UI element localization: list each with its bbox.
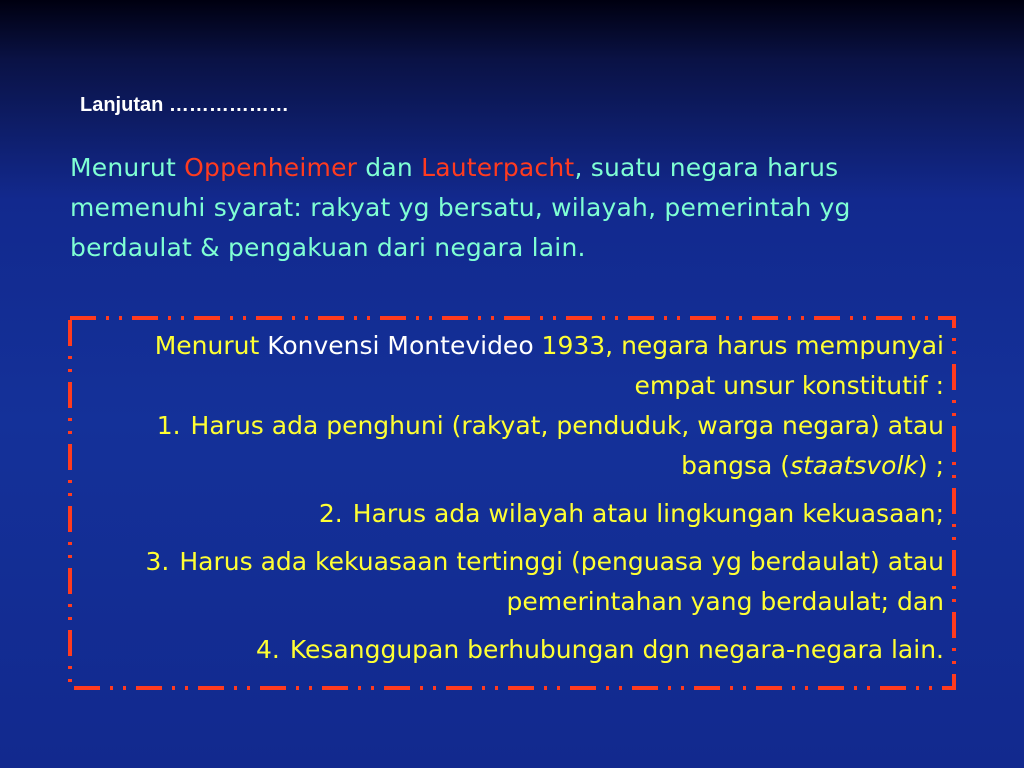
lead-convention-name: Konvensi Montevideo [267,331,534,360]
item-number: 3. [145,547,170,576]
item-text: Harus ada wilayah atau lingkungan kekuasaan; [352,499,944,528]
montevideo-lead [88,326,944,406]
item-text: Kesanggupan berhubungan dgn negara-negara lain. [289,635,944,664]
montevideo-box [68,316,956,690]
name-lauterpacht: Lauterpacht [421,153,575,182]
item-emphasis: staatsvolk [790,451,918,480]
item-text: Harus ada penghuni (rakyat, penduduk, warga negara) atau bangsa ( [190,411,944,480]
item-text: Harus ada kekuasaan tertinggi (penguasa yg berdaulat) atau pemerintahan yang berdaulat; dan [179,547,944,616]
slide-subtitle: Lanjutan ……………… [80,94,289,116]
item-number: 4. [256,635,280,664]
lead-suffix: 1933, negara harus mempunyai empat unsur konstitutif : [533,331,944,400]
list-item-3 [88,542,944,622]
item-text-end: ) ; [917,451,944,480]
intro-paragraph [70,148,970,268]
lead-prefix: Menurut [154,331,268,360]
box-content [88,326,944,670]
name-oppenheimer: Oppenheimer [184,153,358,182]
list-item-4 [88,630,944,670]
item-number: 2. [318,499,343,528]
intro-text-2: dan [357,153,422,182]
intro-text-1: Menurut [70,153,185,182]
list-item-2 [88,494,944,534]
item-number: 1. [156,411,181,440]
intro-text-3: , suatu negara harus memenuhi syarat: rakyat yg bersatu, wilayah, pemerintah yg berdaulat & pengakuan dari negara lain. [70,153,851,262]
list-item-1 [88,406,944,486]
